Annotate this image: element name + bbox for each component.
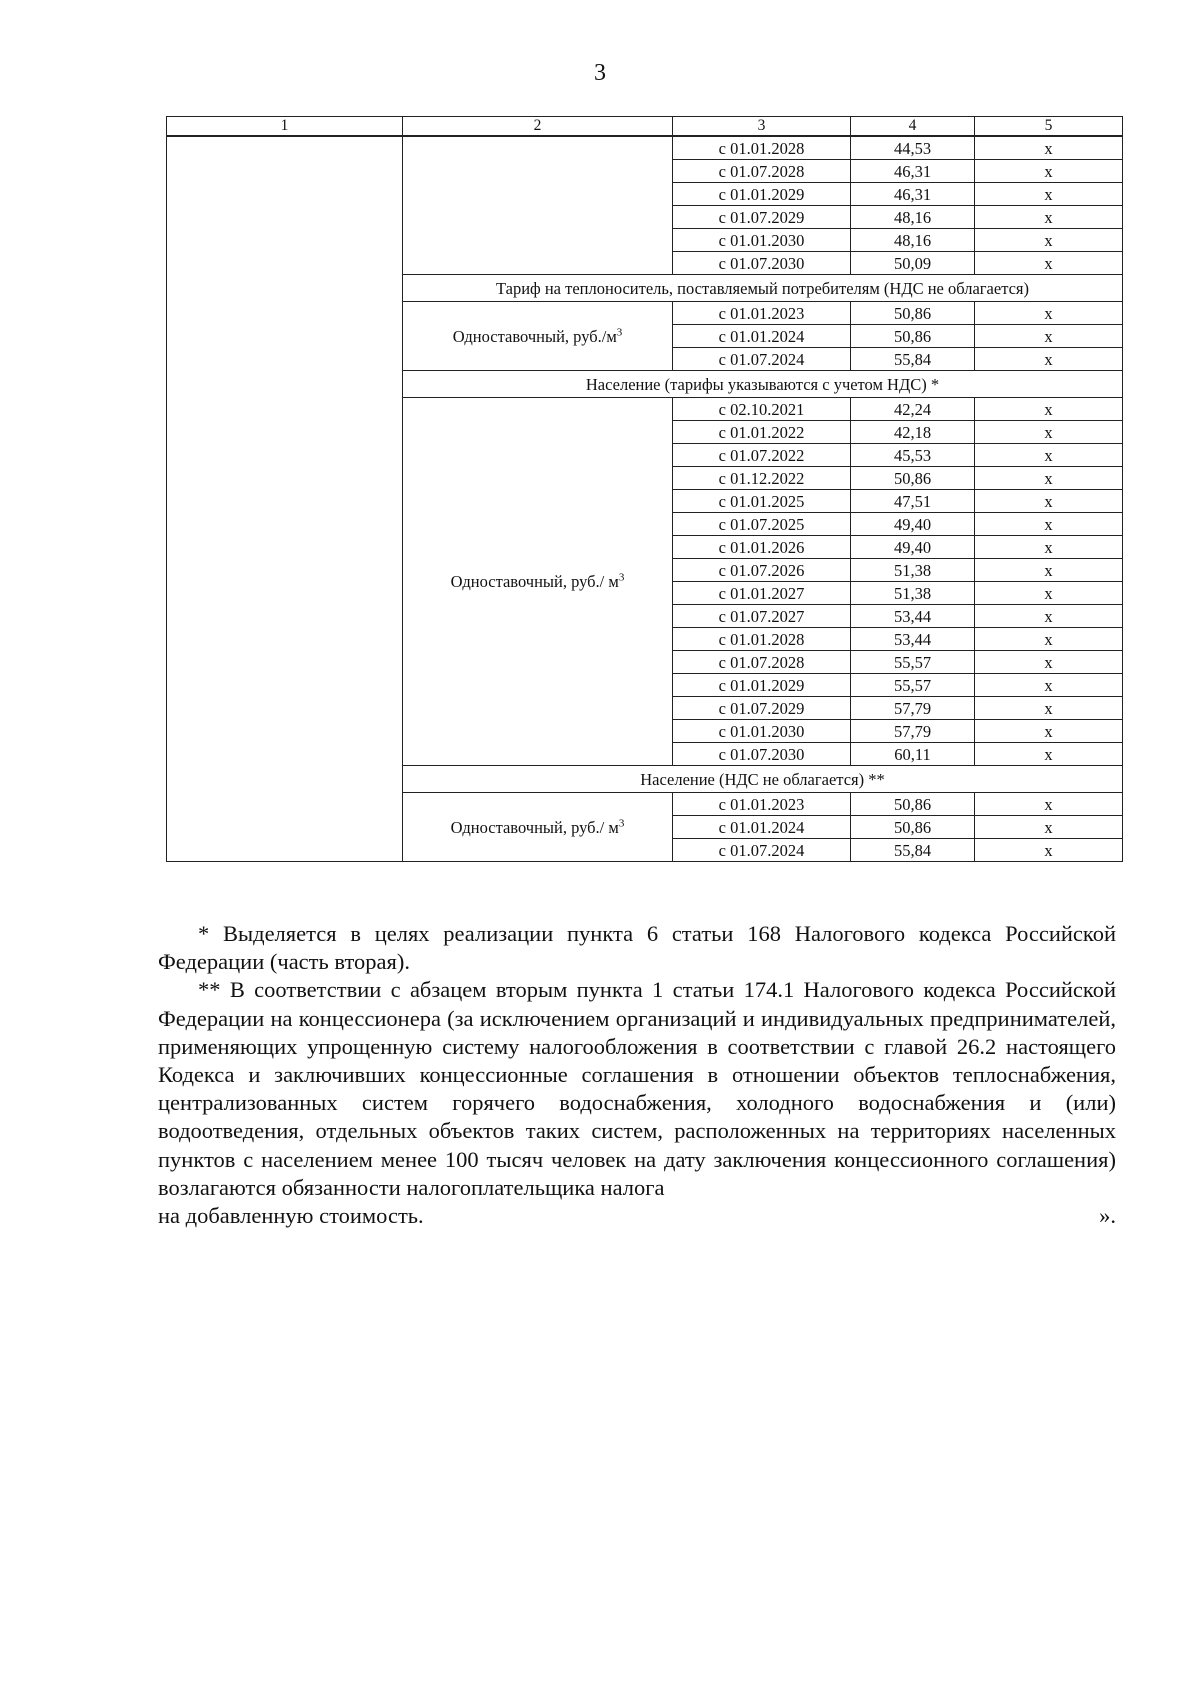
value-cell: 46,31 <box>851 160 975 183</box>
col5-cell: х <box>975 743 1123 766</box>
col5-cell: х <box>975 628 1123 651</box>
col5-cell: х <box>975 325 1123 348</box>
tariff-type-cell <box>403 793 673 862</box>
date-cell: с 01.01.2028 <box>673 136 851 160</box>
value-cell: 50,86 <box>851 816 975 839</box>
value-cell: 49,40 <box>851 513 975 536</box>
value-cell: 60,11 <box>851 743 975 766</box>
tariff-type-cell <box>403 398 673 766</box>
value-cell: 47,51 <box>851 490 975 513</box>
date-cell: с 01.07.2027 <box>673 605 851 628</box>
date-cell: с 01.01.2024 <box>673 325 851 348</box>
date-cell: с 01.01.2030 <box>673 720 851 743</box>
table-header-row <box>167 117 1123 137</box>
date-cell: с 01.01.2026 <box>673 536 851 559</box>
date-cell: с 01.07.2024 <box>673 839 851 862</box>
value-cell: 50,86 <box>851 302 975 325</box>
date-cell: с 01.07.2029 <box>673 206 851 229</box>
date-cell: с 01.07.2030 <box>673 252 851 275</box>
value-cell: 55,84 <box>851 839 975 862</box>
column-header: 3 <box>673 117 851 137</box>
date-cell: с 01.01.2023 <box>673 302 851 325</box>
col5-cell: х <box>975 467 1123 490</box>
unit-superscript: 3 <box>618 817 625 829</box>
tariff-type-cell <box>403 136 673 275</box>
date-cell: с 01.01.2028 <box>673 628 851 651</box>
col5-cell: х <box>975 252 1123 275</box>
value-cell: 50,86 <box>851 793 975 816</box>
closing-quote: ». <box>1099 1203 1116 1229</box>
tariff-type-label: Одноставочный, руб./ м <box>450 572 619 591</box>
col5-cell: х <box>975 559 1123 582</box>
value-cell: 53,44 <box>851 605 975 628</box>
value-cell: 55,57 <box>851 674 975 697</box>
tariff-type-label: Одноставочный, руб./м <box>452 326 617 346</box>
value-cell: 57,79 <box>851 720 975 743</box>
col5-cell: х <box>975 398 1123 421</box>
date-cell: с 01.07.2029 <box>673 697 851 720</box>
value-cell: 51,38 <box>851 559 975 582</box>
col5-cell: х <box>975 513 1123 536</box>
col5-cell: х <box>975 421 1123 444</box>
value-cell: 50,86 <box>851 325 975 348</box>
col5-cell: х <box>975 348 1123 371</box>
date-cell: с 01.07.2025 <box>673 513 851 536</box>
col5-cell: х <box>975 793 1123 816</box>
table-row <box>167 136 1123 160</box>
date-cell: с 01.01.2024 <box>673 816 851 839</box>
column-header: 5 <box>975 117 1123 137</box>
value-cell: 57,79 <box>851 697 975 720</box>
footnotes <box>158 920 1116 1230</box>
value-cell: 50,86 <box>851 467 975 490</box>
value-cell: 45,53 <box>851 444 975 467</box>
date-cell: с 01.12.2022 <box>673 467 851 490</box>
page-number: 3 <box>594 60 606 86</box>
col5-cell: х <box>975 302 1123 325</box>
col5-cell: х <box>975 490 1123 513</box>
col5-cell: х <box>975 136 1123 160</box>
col5-cell: х <box>975 816 1123 839</box>
col5-cell: х <box>975 839 1123 862</box>
unit-superscript: 3 <box>616 326 623 338</box>
column-header: 2 <box>403 117 673 137</box>
tariff-type-label: Одноставочный, руб./ м <box>450 817 619 837</box>
value-cell: 42,18 <box>851 421 975 444</box>
date-cell: с 01.01.2029 <box>673 183 851 206</box>
date-cell: с 01.07.2028 <box>673 651 851 674</box>
section-title: Население (НДС не облагается) ** <box>403 766 1123 793</box>
column-header: 1 <box>167 117 403 137</box>
footnote-2: ** В соответствии с абзацем вторым пункта 1 статьи 174.1 Налогового кодекса Российской Федерации на концессионера (за исключением организаций и индивидуальных предпринимателей, применяющих упрощенную систему налогообложения в соответствии с главой 26.2 настоящего Кодекса и заключивших концессионные соглашения в отношении объектов теплоснабжения, централизованных систем горячего водоснабжения, холодного водоснабжения и (или) водоотведения, отдельных объектов таких систем, расположенных на территориях населенных пунктов с населением менее 100 тысяч человек на дату заключения концессионного соглашения) возлагаются обязанности налогоплательщика налога <box>158 977 1116 1200</box>
col5-cell: х <box>975 651 1123 674</box>
col5-cell: х <box>975 720 1123 743</box>
column-header: 4 <box>851 117 975 137</box>
col5-cell: х <box>975 582 1123 605</box>
value-cell: 55,84 <box>851 348 975 371</box>
tariff-table <box>166 116 1123 862</box>
date-cell: с 01.07.2028 <box>673 160 851 183</box>
date-cell: с 01.07.2022 <box>673 444 851 467</box>
value-cell: 51,38 <box>851 582 975 605</box>
col5-cell: х <box>975 605 1123 628</box>
value-cell: 48,16 <box>851 206 975 229</box>
col5-cell: х <box>975 536 1123 559</box>
value-cell: 46,31 <box>851 183 975 206</box>
footnote-1: * Выделяется в целях реализации пункта 6 статьи 168 Налогового кодекса Российской Федерации (часть вторая). <box>158 921 1116 975</box>
date-cell: с 01.01.2027 <box>673 582 851 605</box>
value-cell: 55,57 <box>851 651 975 674</box>
col5-cell: х <box>975 183 1123 206</box>
tariff-type-cell <box>403 302 673 371</box>
date-cell: с 01.07.2030 <box>673 743 851 766</box>
col5-cell: х <box>975 160 1123 183</box>
date-cell: с 01.01.2030 <box>673 229 851 252</box>
col5-cell: х <box>975 229 1123 252</box>
date-cell: с 01.07.2026 <box>673 559 851 582</box>
footnote-2-end <box>158 1202 1116 1230</box>
column-1-cell <box>167 136 403 862</box>
unit-superscript: 3 <box>618 571 625 584</box>
date-cell: с 01.01.2029 <box>673 674 851 697</box>
col5-cell: х <box>975 206 1123 229</box>
section-title: Население (тарифы указываются с учетом НДС) * <box>403 371 1123 398</box>
date-cell: с 01.01.2023 <box>673 793 851 816</box>
date-cell: с 02.10.2021 <box>673 398 851 421</box>
section-title: Тариф на теплоноситель, поставляемый потребителям (НДС не облагается) <box>403 275 1123 302</box>
value-cell: 49,40 <box>851 536 975 559</box>
value-cell: 48,16 <box>851 229 975 252</box>
date-cell: с 01.07.2024 <box>673 348 851 371</box>
value-cell: 50,09 <box>851 252 975 275</box>
value-cell: 44,53 <box>851 136 975 160</box>
col5-cell: х <box>975 674 1123 697</box>
value-cell: 42,24 <box>851 398 975 421</box>
value-cell: 53,44 <box>851 628 975 651</box>
col5-cell: х <box>975 697 1123 720</box>
date-cell: с 01.01.2025 <box>673 490 851 513</box>
footnote-2-last-line: на добавленную стоимость. <box>158 1203 424 1229</box>
col5-cell: х <box>975 444 1123 467</box>
date-cell: с 01.01.2022 <box>673 421 851 444</box>
